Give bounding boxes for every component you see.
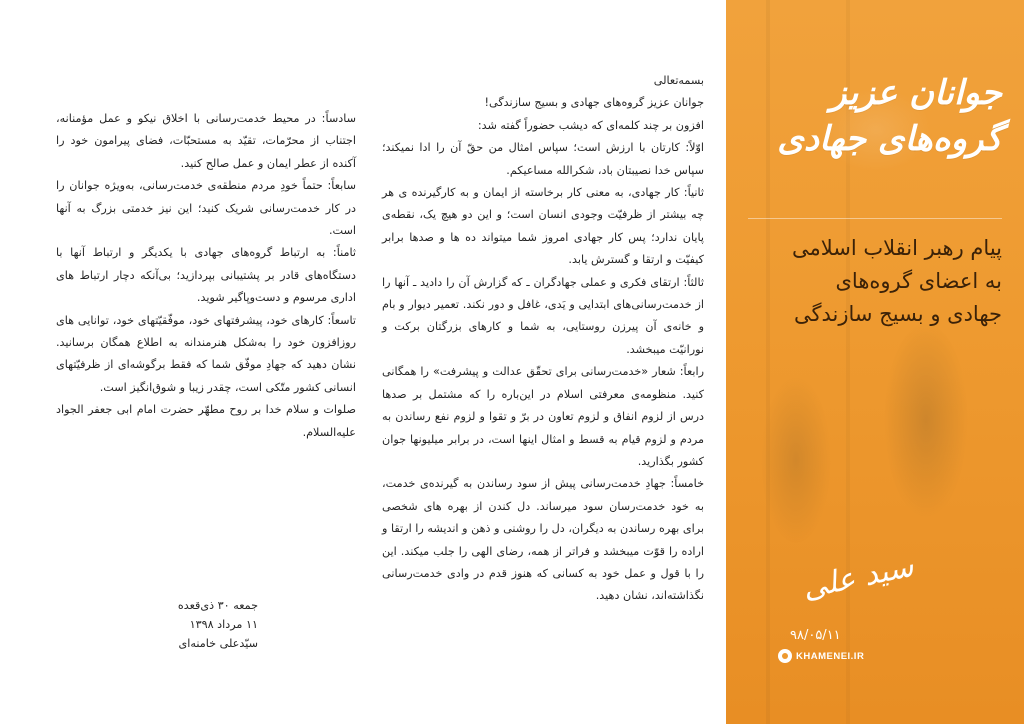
handwritten-signature: سید علی <box>799 548 917 607</box>
signature-date: ۹۸/۰۵/۱۱ <box>790 628 841 643</box>
paragraph-sixth: سادساً: در محیط خدمت‌رسانی با اخلاق نیکو و عمل مؤمنانه، اجتناب از محرّمات، تقیّد به مستحبّات، فضای پیرامون خود را آکنده از عطر ایمان و عمل صالح کنید. <box>56 112 356 170</box>
logo-text: KHAMENEI.IR <box>796 650 865 662</box>
paragraph-fourth: رابعاً: شعار «خدمت‌رسانی برای تحقّق عدالت و پیشرفت» را همگانی کنید. منظومه‌ی معرفتی اسلام در این‌باره را که مشتمل بر صدها درس از لزوم انفاق و لزوم تعاون در برّ و تقوا و لزوم نفع رساندن به مردم و لزوم قیام به قسط و امثال اینها است، در برابر میلیونها جوان کشور بگذارید. <box>382 365 704 468</box>
paragraph-second: ثانیاً: کار جهادی، به معنی کار برخاسته از ایمان و به کارگیرنده ی هر چه بیشتر از ظرفیّت وجودی انسان است؛ و این دو هیچ یک، نقطه‌ی پایان ندارد؛ پس کار جهادی امروز شما میتواند ده ها و صدها برابر کیفیّت و ارتقا و گسترش یابد. <box>382 186 704 267</box>
intro-line: افزون بر چند کلمه‌ای که دیشب حضوراً گفته شد: <box>477 118 704 132</box>
signature-block <box>138 596 258 653</box>
khamenei-logo <box>778 649 864 663</box>
cover-subtitle-line3: جهادی و بسیج سازندگی <box>794 302 1002 326</box>
paragraph-eighth: ثامناً: به ارتباط گروه‌های جهادی با یکدیگر و ارتباط آنها با دستگاه‌های قادر بر پشتیبانی بپردازید؛ بی‌آنکه دچار ارتباط های اداری مرسوم و دست‌وپاگیر شوید. <box>56 246 356 305</box>
paragraph-first: اوّلاً: کارتان با ارزش است؛ سپاس امثال من حقّ آن را ادا نمیکند؛ سپاس خدا نصیبتان باد، شکرالله مساعیکم. <box>382 141 704 177</box>
basmala-heading: بسمه‌تعالی <box>653 74 704 87</box>
left-column-text <box>56 108 356 444</box>
cover-subtitle <box>732 232 1002 331</box>
signature-date-solar: ۱۱ مرداد ۱۳۹۸ <box>189 618 258 631</box>
paragraph-closing: صلوات و سلام خدا بر روح مطهّر حضرت امام ابی جعفر الجواد علیه‌السلام. <box>56 403 356 439</box>
cover-divider <box>748 218 1002 219</box>
cover-title <box>777 70 1002 162</box>
cover-subtitle-line1: پیام رهبر انقلاب اسلامی <box>791 236 1002 260</box>
salutation: جوانان عزیز گروه‌های جهادی و بسیج سازندگی! <box>484 96 704 110</box>
paragraph-fifth: خامساً: جهادِ خدمت‌رسانی پیش از سود رساندن به گیرنده‌ی خدمت، به خود خدمت‌رسان سود میرساند. دل کندن از بهره های شخصی برای بهره رساندن به دیگران، دل را روشنی و ذهن و اندیشه را ارتقا و اراده را قوّت میبخشد و فراتر از همه، رضای الهی را جلب میکند. این را با قول و عمل خود به کسانی که هنوز قدم در وادی خدمت‌رسانی نگذاشته‌اند، نشان دهید. <box>382 477 704 603</box>
signature-date-hijri: جمعه ۳۰ ذی‌قعده <box>177 599 258 612</box>
cover-title-line1: جوانان عزیز <box>830 73 1002 113</box>
cover-title-line2: گروه‌های جهادی <box>777 119 1002 159</box>
paragraph-seventh: سابعاً: حتماً خودِ مردم منطقه‌ی خدمت‌رسانی، به‌ویژه جوانان را در کار خدمت‌رسانی شریک کنید؛ این نیز خدمتی بزرگ به آنها است. <box>56 179 356 238</box>
left-page <box>0 0 378 724</box>
middle-page <box>378 0 726 724</box>
cover-subtitle-line2: به اعضای گروه‌های <box>835 269 1002 293</box>
middle-column-text <box>382 70 704 608</box>
paragraph-ninth: تاسعاً: کارهای خود، پیشرفتهای خود، موفّقیّتهای خود، توانایی های روزافزون خود را به‌شکل هنرمندانه به اطلاع همگان برسانید. نشان دهید که جهادِ موفّق شما که فقط برگوشه‌ای از ظرفیّتهای انسانی کشور متّکی است، چقدر زیبا و شوق‌انگیز است. <box>56 313 356 394</box>
khamenei-logo-icon <box>778 649 792 663</box>
signature-name: سیّدعلی خامنه‌ای <box>178 637 258 650</box>
paragraph-third: ثالثاً: ارتقای فکری و عملی جهادگران ـ که گزارش آن را دادید ـ آنها را از خدمت‌رسانی‌های ابتدایی و یَدی، غافل و دور نکند. تعمیر دیوار و بام و خانه‌ی آن پیرزن روستایی، به شما و کارهای بزرگتان برکت و نورانیّت میبخشد. <box>382 275 704 356</box>
